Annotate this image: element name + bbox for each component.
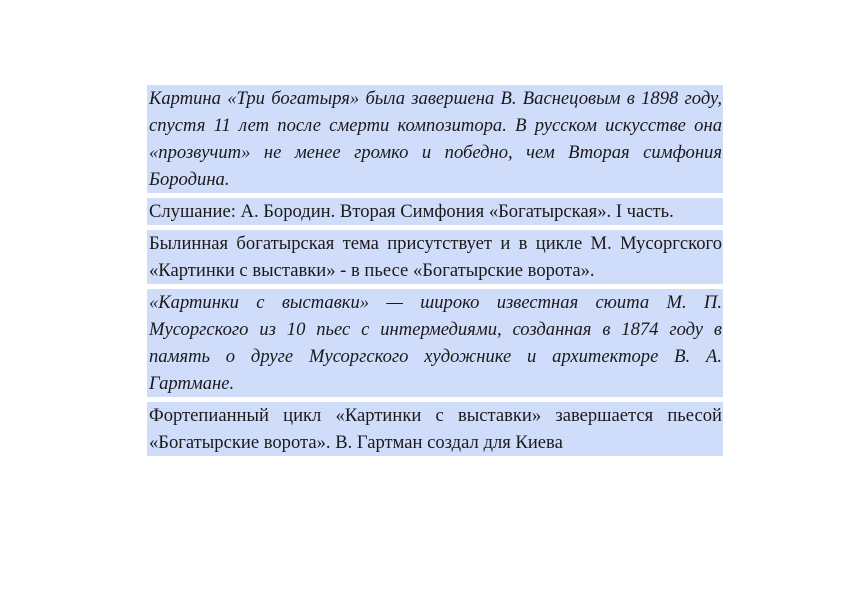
paragraph-listening: Слушание: А. Бородин. Вторая Симфония «Богатырская». I часть.	[147, 198, 723, 225]
paragraph-three-bogatyrs: Картина «Три богатыря» была завершена В. Васнецовым в 1898 году, спустя 11 лет после смерти композитора. В русском искусстве она «прозвучит» не менее громко и победно, чем Вторая симфония Бородина.	[147, 85, 723, 193]
paragraph-piano-cycle: Фортепианный цикл «Картинки с выставки» завершается пьесой «Богатырские ворота». В. Гартман создал для Киева	[147, 402, 723, 456]
paragraph-pictures-exhibition: «Картинки с выставки» — широко известная сюита М. П. Мусоргского из 10 пьес с интермедиями, созданная в 1874 году в память о друге Мусоргского художнике и архитекторе В. А. Гартмане.	[147, 289, 723, 397]
text-block	[147, 85, 723, 456]
paragraph-bylina-theme: Былинная богатырская тема присутствует и в цикле М. Мусоргского «Картинки с выставки» - в пьесе «Богатырские ворота».	[147, 230, 723, 284]
